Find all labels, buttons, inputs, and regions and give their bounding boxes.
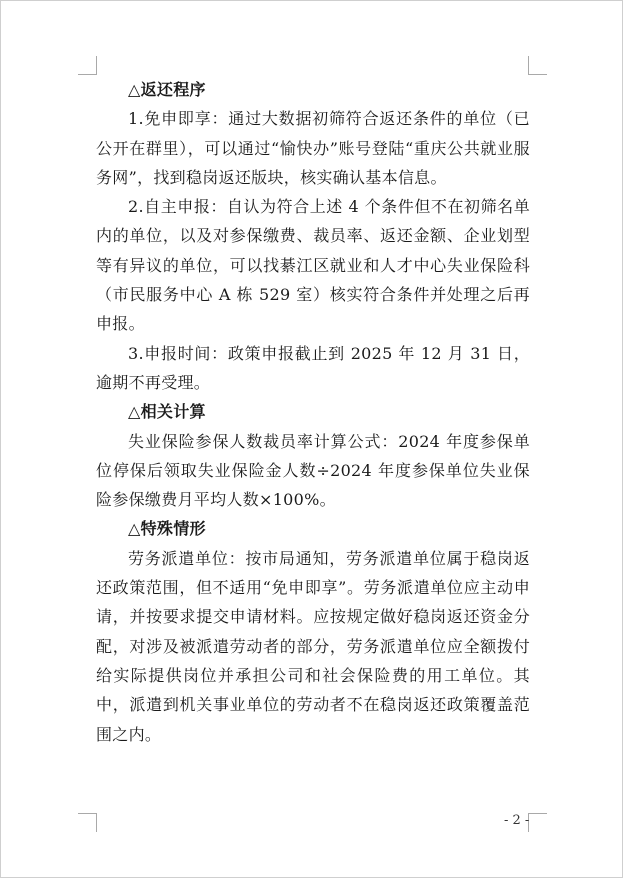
- page-number: - 2 -: [504, 813, 530, 828]
- paragraph-layoff-rate-formula: 失业保险参保人数裁员率计算公式：2024 年度参保单位停保后领取失业保险金人数÷2024 年度参保单位失业保险参保缴费月平均人数×100%。: [96, 431, 530, 510]
- section-heading-special-cases: △特殊情形: [128, 519, 206, 539]
- crop-mark-top-right: [528, 56, 547, 75]
- section-heading-calculation: △相关计算: [128, 402, 206, 422]
- section-heading-return-procedure: △返还程序: [128, 80, 206, 99]
- paragraph-self-declaration: 2.自主申报：自认为符合上述 4 个条件但不在初筛名单内的单位，以及对参保缴费、裁员率、返还金额、企业划型等有异议的单位，可以找綦江区就业和人才中心失业保险科（市民服务中心 A 栋 529 室）核实符合条件并处理之后再申报。: [96, 197, 530, 334]
- crop-mark-bottom-left: [78, 813, 97, 832]
- crop-mark-top-left: [78, 56, 97, 75]
- paragraph-exempt-application: 1.免申即享：通过大数据初筛符合返还条件的单位（已公开在群里），可以通过“愉快办”账号登陆“重庆公共就业服务网”，找到稳岗返还版块，核实确认基本信息。: [96, 109, 530, 187]
- paragraph-labor-dispatch: 劳务派遣单位：按市局通知，劳务派遣单位属于稳岗返还政策范围，但不适用“免申即享”。劳务派遣单位应主动申请，并按要求提交申请材料。应按规定做好稳岗返还资金分配，对涉及被派遣劳动者的部分，劳务派遣单位应全额拨付给实际提供岗位并承担公司和社会保险费的用工单位。其中，派遣到机关事业单位的劳动者不在稳岗返还政策覆盖范围之内。: [96, 548, 530, 744]
- paragraph-declaration-deadline: 3.申报时间：政策申报截止到 2025 年 12 月 31 日，逾期不再受理。: [96, 343, 530, 392]
- document-body: [96, 75, 530, 749]
- crop-mark-bottom-right: [528, 813, 547, 832]
